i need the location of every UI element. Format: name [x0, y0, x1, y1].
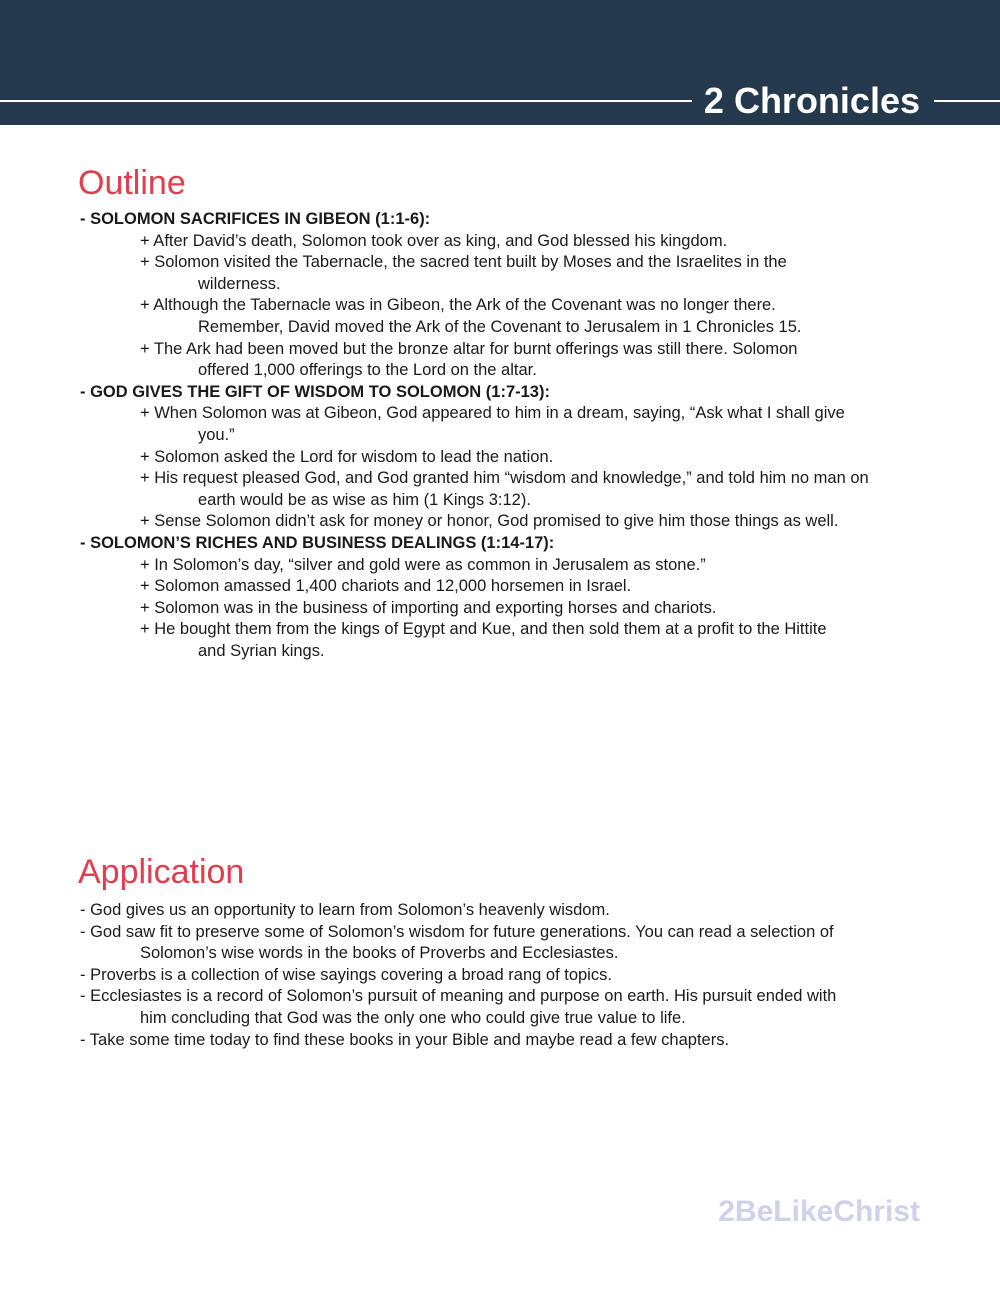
outline-point: + Solomon amassed 1,400 chariots and 12,000 horsemen in Israel.: [140, 577, 632, 596]
outline-point: + Solomon was in the business of importing and exporting horses and chariots.: [140, 598, 717, 617]
outline-point-continued: earth would be as wise as him (1 Kings 3:12).: [198, 490, 531, 509]
application-body: [80, 900, 940, 1051]
outline-point: + When Solomon was at Gibeon, God appeared to him in a dream, saying, “Ask what I shall give: [140, 404, 845, 423]
outline-point: + Although the Tabernacle was in Gibeon, the Ark of the Covenant was no longer there.: [140, 296, 776, 315]
section-title: - GOD GIVES THE GIFT OF WISDOM TO SOLOMON (1:7-13):: [80, 382, 550, 401]
application-item-continued: Solomon’s wise words in the books of Proverbs and Ecclesiastes.: [140, 944, 619, 963]
application-item: - Ecclesiastes is a record of Solomon’s pursuit of meaning and purpose on earth. His pursuit ended with: [80, 987, 837, 1006]
header-rule-right: [934, 100, 1000, 102]
outline-point: + His request pleased God, and God granted him “wisdom and knowledge,” and told him no man on: [140, 469, 869, 488]
outline-point: + In Solomon’s day, “silver and gold were as common in Jerusalem as stone.”: [140, 555, 706, 574]
application-item: - Proverbs is a collection of wise sayings covering a broad rang of topics.: [80, 965, 612, 984]
outline-heading: Outline: [78, 164, 186, 202]
outline-point: + Solomon asked the Lord for wisdom to lead the nation.: [140, 447, 554, 466]
outline-point: + After David’s death, Solomon took over as king, and God blessed his kingdom.: [140, 231, 728, 250]
header-banner: [0, 0, 1000, 125]
outline-point: + Solomon visited the Tabernacle, the sacred tent built by Moses and the Israelites in the: [140, 253, 787, 272]
outline-body: [80, 209, 940, 662]
outline-point-continued: Remember, David moved the Ark of the Covenant to Jerusalem in 1 Chronicles 15.: [198, 317, 802, 336]
book-title: 2 Chronicles: [703, 80, 920, 121]
application-item: - Take some time today to find these books in your Bible and maybe read a few chapters.: [80, 1030, 730, 1049]
outline-point-continued: wilderness.: [198, 274, 281, 293]
outline-point: + The Ark had been moved but the bronze altar for burnt offerings was still there. Solomon: [140, 339, 798, 358]
outline-point-continued: and Syrian kings.: [198, 641, 325, 660]
outline-point-continued: you.”: [198, 425, 235, 444]
outline-point: + Sense Solomon didn’t ask for money or honor, God promised to give him those things as well.: [140, 512, 839, 531]
section-title: - SOLOMON SACRIFICES IN GIBEON (1:1-6):: [80, 210, 431, 228]
section-title: - SOLOMON’S RICHES AND BUSINESS DEALINGS (1:14-17):: [80, 533, 555, 552]
application-heading: Application: [78, 853, 245, 891]
application-item: - God saw fit to preserve some of Solomon’s wisdom for future generations. You can read a selection of: [80, 922, 834, 941]
application-item-continued: him concluding that God was the only one who could give true value to life.: [140, 1008, 686, 1027]
brand-watermark: 2BeLikeChrist: [718, 1195, 920, 1228]
header-rule-left: [0, 100, 692, 102]
outline-point-continued: offered 1,000 offerings to the Lord on the altar.: [198, 361, 537, 380]
application-item: - God gives us an opportunity to learn from Solomon’s heavenly wisdom.: [80, 901, 610, 919]
outline-point: + He bought them from the kings of Egypt and Kue, and then sold them at a profit to the Hittite: [140, 620, 827, 639]
